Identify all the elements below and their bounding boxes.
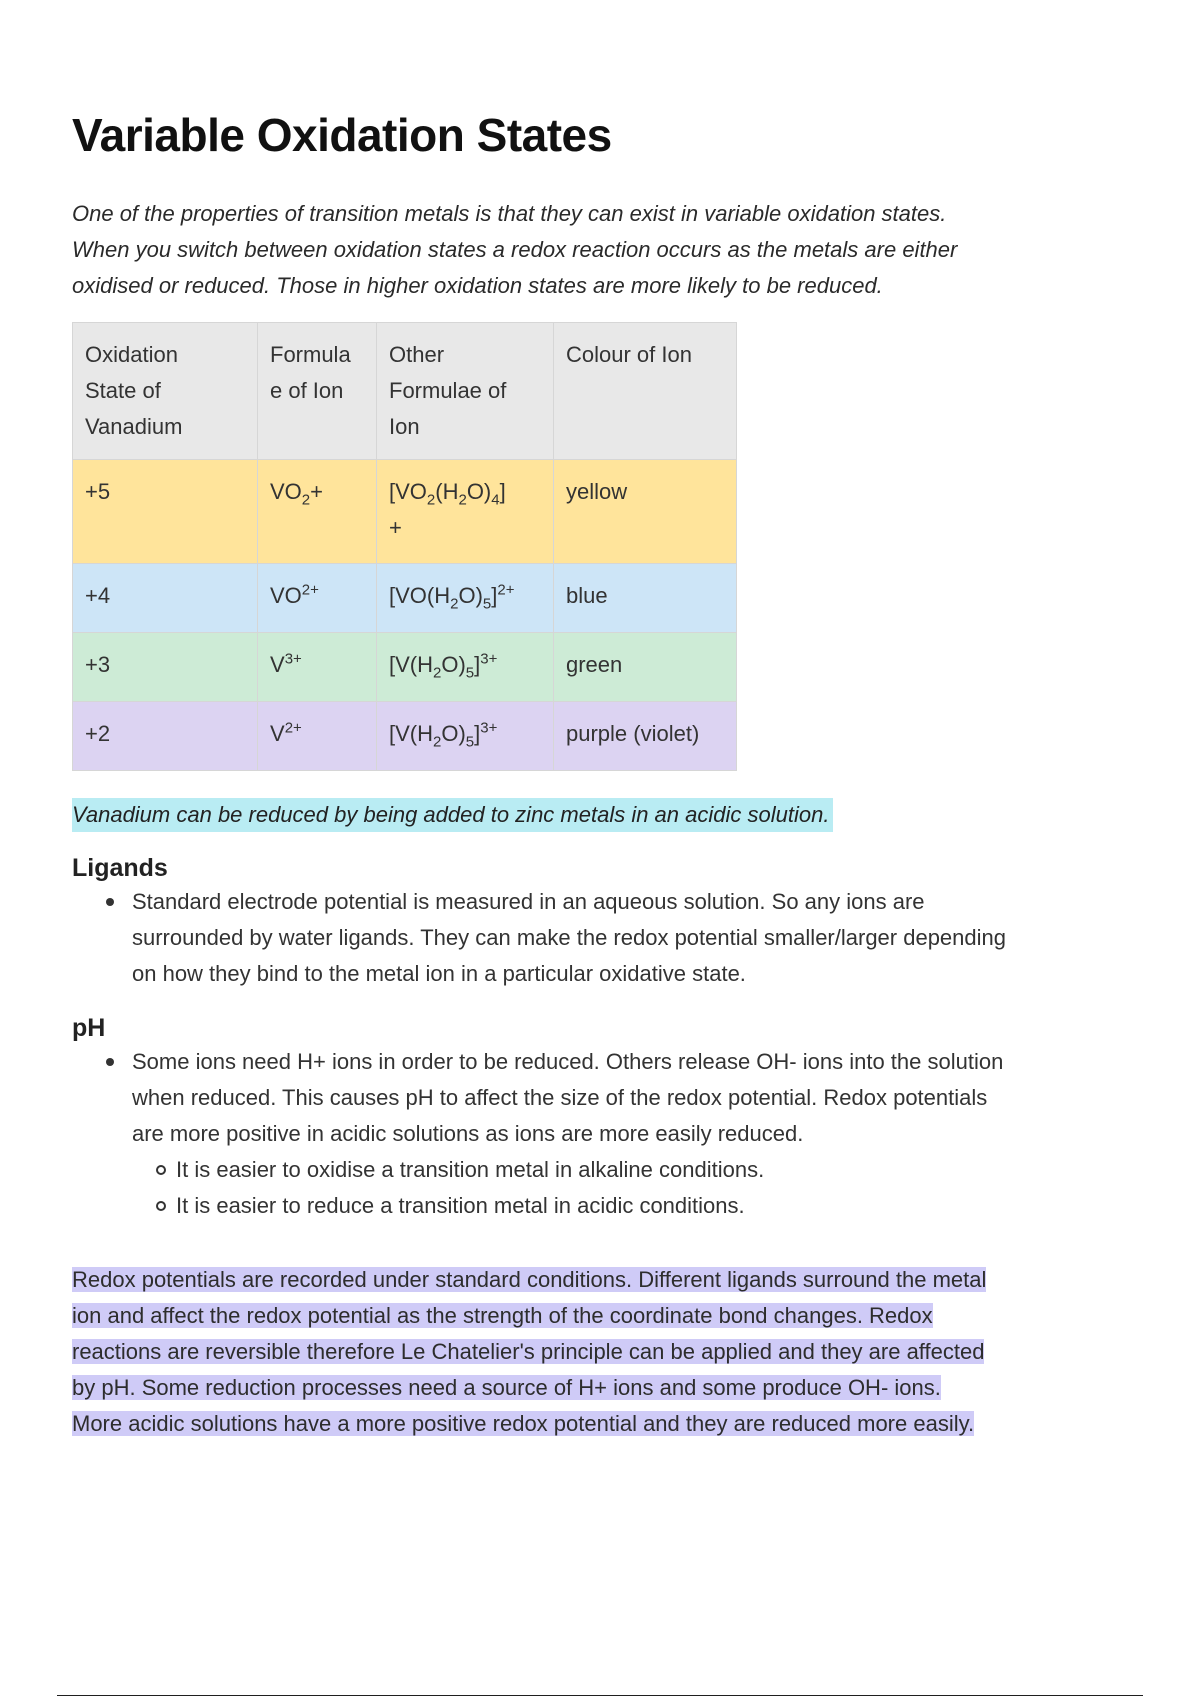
list-item-line: surrounded by water ligands. They can make the redox potential smaller/larger depending [132, 925, 1006, 950]
zinc-reduction-note: Vanadium can be reduced by being added to zinc metals in an acidic solution. [72, 798, 833, 832]
list-item-line: Some ions need H+ ions in order to be reduced. Others release OH- ions into the solution [132, 1049, 1004, 1074]
page-title: Variable Oxidation States [72, 109, 612, 161]
summary-highlight-paragraph [72, 1262, 986, 1442]
summary-line: reactions are reversible therefore Le Chatelier's principle can be applied and they are affected [72, 1339, 985, 1364]
cell-other-formula: $[VO(H_2O)_5]^{2+}$ [377, 564, 554, 633]
cell-formula: $VO^{2+}$ [258, 564, 377, 633]
header-formula: Formula e of Ion [258, 323, 377, 460]
ligands-list [72, 884, 1132, 992]
table-row [73, 702, 737, 771]
header-colour: Colour of Ion [554, 323, 737, 460]
sub-list-item: It is easier to oxidise a transition metal in alkaline conditions. [132, 1152, 1132, 1188]
cell-formula: $VO_2+$ [258, 460, 377, 564]
cell-colour: blue [554, 564, 737, 633]
ph-sub-list [132, 1152, 1132, 1224]
list-item-line: are more positive in acidic solutions as ions are more easily reduced. [132, 1121, 804, 1146]
intro-line: When you switch between oxidation states a redox reaction occurs as the metals are either [72, 237, 958, 262]
summary-line: Redox potentials are recorded under standard conditions. Different ligands surround the metal [72, 1267, 987, 1292]
cell-colour: purple (violet) [554, 702, 737, 771]
intro-line: oxidised or reduced. Those in higher oxidation states are more likely to be reduced. [72, 273, 883, 298]
footer-divider [57, 1695, 1143, 1696]
cell-state: +4 [73, 564, 258, 633]
intro-paragraph [72, 196, 1092, 304]
cell-other-formula: $[V(H_2O)_5]^{3+}$ [377, 633, 554, 702]
cell-state: +5 [73, 460, 258, 564]
ph-heading: pH [72, 1014, 106, 1042]
summary-line: More acidic solutions have a more positive redox potential and they are reduced more easily. [72, 1411, 975, 1436]
table-header-row [73, 323, 737, 460]
summary-line: ion and affect the redox potential as the strength of the coordinate bond changes. Redox [72, 1303, 933, 1328]
ligands-heading: Ligands [72, 854, 168, 882]
cell-colour: yellow [554, 460, 737, 564]
header-other-formulae: Other Formulae of Ion [377, 323, 554, 460]
oxidation-states-table [72, 322, 737, 771]
intro-line: One of the properties of transition metals is that they can exist in variable oxidation states. [72, 201, 947, 226]
sub-list-item: It is easier to reduce a transition metal in acidic conditions. [132, 1188, 1132, 1224]
list-item-line: on how they bind to the metal ion in a particular oxidative state. [132, 961, 746, 986]
ph-list [72, 1044, 1132, 1224]
header-oxidation-state: Oxidation State of Vanadium [73, 323, 258, 460]
cell-formula: $V^{2+}$ [258, 702, 377, 771]
list-item-line: Standard electrode potential is measured in an aqueous solution. So any ions are [132, 889, 925, 914]
cell-colour: green [554, 633, 737, 702]
cell-state: +3 [73, 633, 258, 702]
cell-other-formula: $[VO_2(H_2O)_4]$ + [377, 460, 554, 564]
table-row [73, 564, 737, 633]
list-item-line: when reduced. This causes pH to affect the size of the redox potential. Redox potentials [132, 1085, 988, 1110]
list-item [72, 1044, 1132, 1224]
summary-line: by pH. Some reduction processes need a source of H+ ions and some produce OH- ions. [72, 1375, 941, 1400]
cell-state: +2 [73, 702, 258, 771]
cell-other-formula: $[V(H_2O)_5]^{3+}$ [377, 702, 554, 771]
table-row [73, 633, 737, 702]
list-item [72, 884, 1132, 992]
cell-formula: $V^{3+}$ [258, 633, 377, 702]
table-row [73, 460, 737, 564]
